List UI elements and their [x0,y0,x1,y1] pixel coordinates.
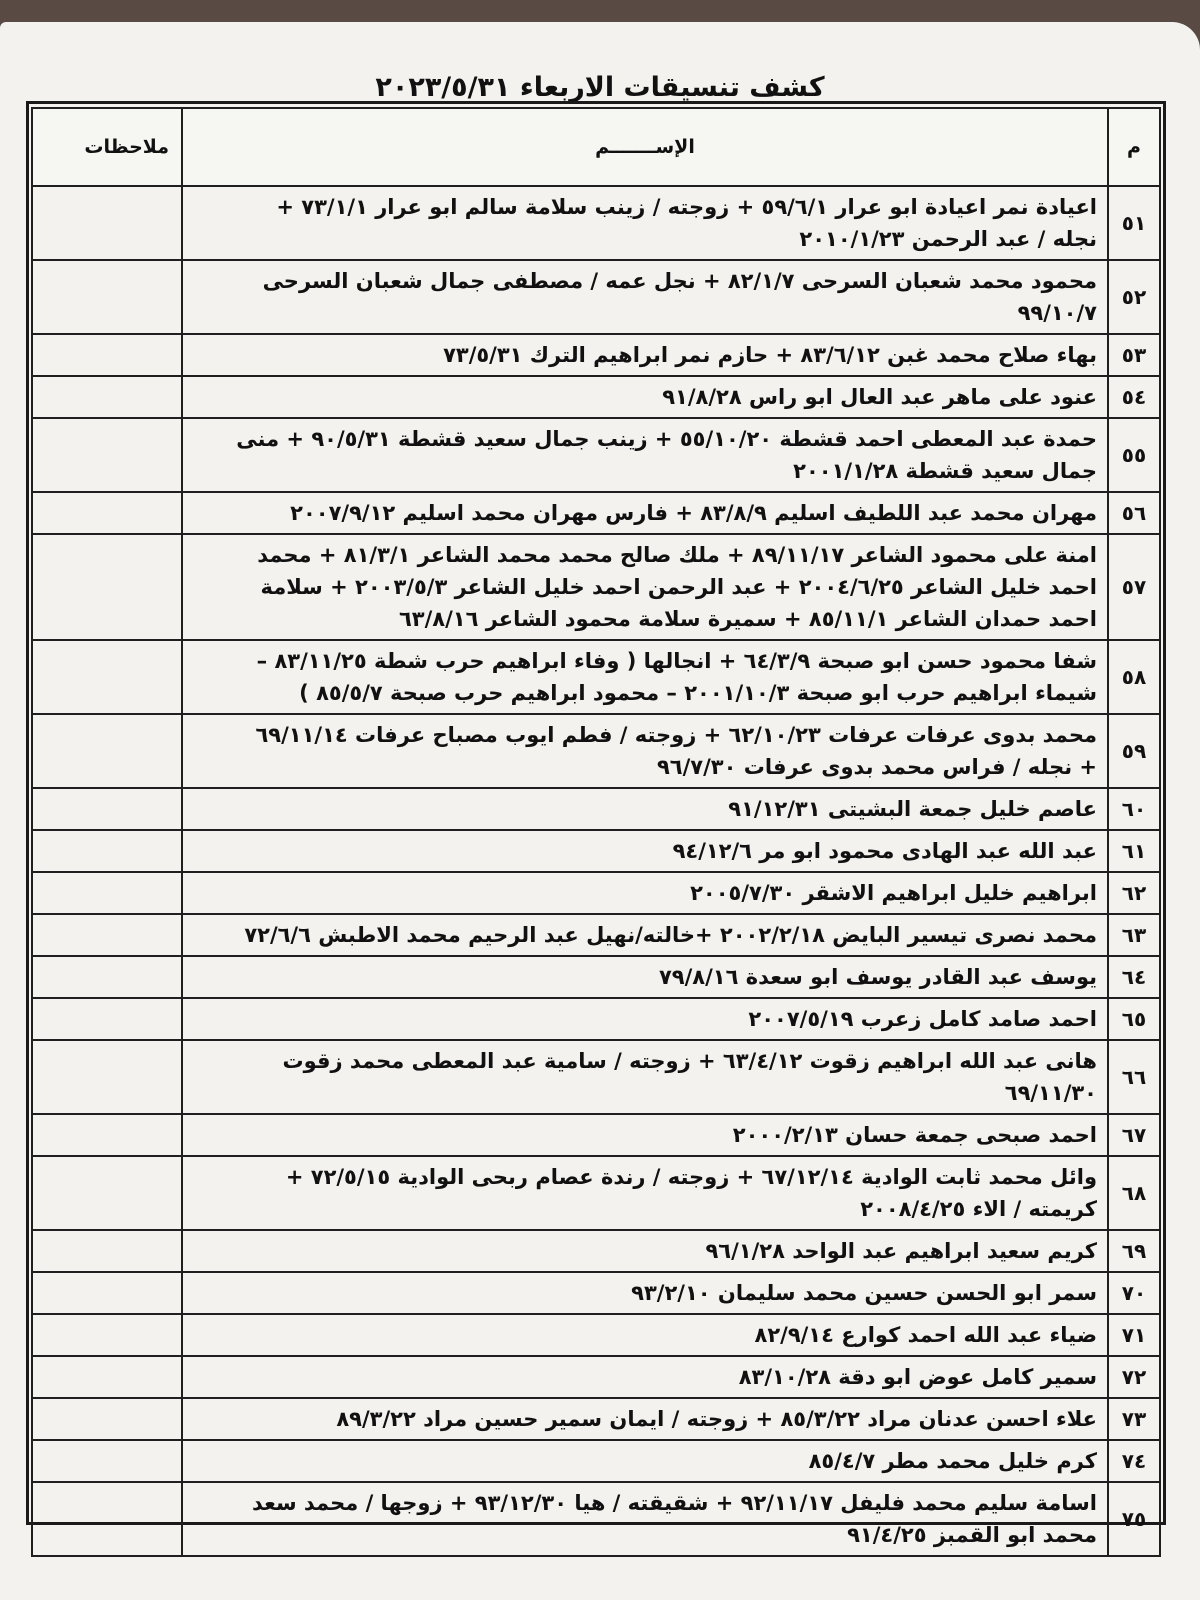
row-name-cell: امنة على محمود الشاعر ٨٩/١١/١٧ + ملك صالح محمد محمد الشاعر ٨١/٣/١ + محمد احمد خليل الشاعر ٢٠٠٤/٦/٢٥ + عبد الرحمن احمد خليل الشاعر ٢٠٠٣/٥/٣ + سلامة احمد حمدان الشاعر ٨٥/١١/١ + سميرة سلامة محمود الشاعر ٦٣/٨/١٦ [182,534,1108,640]
row-notes-cell [32,1398,182,1440]
row-number-cell: ٦٩ [1108,1230,1160,1272]
row-number-cell: ٧٠ [1108,1272,1160,1314]
row-name-cell: ضياء عبد الله احمد كوارع ٨٢/٩/١٤ [182,1314,1108,1356]
row-notes-cell [32,418,182,492]
row-name-cell: احمد صامد كامل زعرب ٢٠٠٧/٥/١٩ [182,998,1108,1040]
row-name-cell: محمد نصرى تيسير البايض ٢٠٠٢/٢/١٨ +خالته/نهيل عبد الرحيم محمد الاطبش ٧٢/٦/٦ [182,914,1108,956]
names-table [31,107,1161,1557]
row-name-cell: احمد صبحى جمعة حسان ٢٠٠٠/٢/١٣ [182,1114,1108,1156]
row-number-cell: ٧٥ [1108,1482,1160,1556]
table-row [32,376,1160,418]
row-number-cell: ٧١ [1108,1314,1160,1356]
row-number-cell: ٧٢ [1108,1356,1160,1398]
row-notes-cell [32,914,182,956]
table-row [32,956,1160,998]
row-name-cell: بهاء صلاح محمد غبن ٨٣/٦/١٢ + حازم نمر ابراهيم الترك ٧٣/٥/٣١ [182,334,1108,376]
row-number-cell: ٥٥ [1108,418,1160,492]
table-row [32,714,1160,788]
row-notes-cell [32,830,182,872]
row-name-cell: كرم خليل محمد مطر ٨٥/٤/٧ [182,1440,1108,1482]
row-number-cell: ٥٩ [1108,714,1160,788]
row-number-cell: ٧٣ [1108,1398,1160,1440]
row-notes-cell [32,788,182,830]
table-row [32,418,1160,492]
table-row [32,492,1160,534]
row-number-cell: ٥٦ [1108,492,1160,534]
table-row [32,1314,1160,1356]
table-row [32,872,1160,914]
row-number-cell: ٥٤ [1108,376,1160,418]
row-name-cell: وائل محمد ثابت الوادية ٦٧/١٢/١٤ + زوجته / رندة عصام ربحى الوادية ٧٢/٥/١٥ + كريمته / الاء ٢٠٠٨/٤/٢٥ [182,1156,1108,1230]
table-row [32,1272,1160,1314]
document-title: كشف تنسيقات الاربعاء ٢٠٢٣/٥/٣١ [375,72,825,103]
row-notes-cell [32,714,182,788]
row-notes-cell [32,1230,182,1272]
column-header-notes: ملاحظات [32,108,182,186]
row-notes-cell [32,376,182,418]
row-notes-cell [32,1314,182,1356]
row-notes-cell [32,492,182,534]
row-number-cell: ٦١ [1108,830,1160,872]
row-number-cell: ٥٣ [1108,334,1160,376]
table-row [32,1040,1160,1114]
row-name-cell: اعيادة نمر اعيادة ابو عرار ٥٩/٦/١ + زوجته / زينب سلامة سالم ابو عرار ٧٣/١/١ + نجله / عبد الرحمن ٢٠١٠/١/٢٣ [182,186,1108,260]
column-header-number: م [1108,108,1160,186]
row-name-cell: كريم سعيد ابراهيم عبد الواحد ٩٦/١/٢٨ [182,1230,1108,1272]
table-row [32,1398,1160,1440]
row-name-cell: يوسف عبد القادر يوسف ابو سعدة ٧٩/٨/١٦ [182,956,1108,998]
row-name-cell: هانى عبد الله ابراهيم زقوت ٦٣/٤/١٢ + زوجته / سامية عبد المعطى محمد زقوت ٦٩/١١/٣٠ [182,1040,1108,1114]
row-number-cell: ٥٢ [1108,260,1160,334]
row-name-cell: عبد الله عبد الهادى محمود ابو مر ٩٤/١٢/٦ [182,830,1108,872]
table-row [32,1114,1160,1156]
row-name-cell: سمير كامل عوض ابو دقة ٨٣/١٠/٢٨ [182,1356,1108,1398]
row-notes-cell [32,260,182,334]
row-name-cell: محمود محمد شعبان السرحى ٨٢/١/٧ + نجل عمه / مصطفى جمال شعبان السرحى ٩٩/١٠/٧ [182,260,1108,334]
table-row [32,260,1160,334]
row-name-cell: حمدة عبد المعطى احمد قشطة ٥٥/١٠/٢٠ + زينب جمال سعيد قشطة ٩٠/٥/٣١ + منى جمال سعيد قشطة ٢٠٠١/١/٢٨ [182,418,1108,492]
row-number-cell: ٥٧ [1108,534,1160,640]
row-notes-cell [32,640,182,714]
table-row [32,334,1160,376]
table-header-row [32,108,1160,186]
row-name-cell: مهران محمد عبد اللطيف اسليم ٨٣/٨/٩ + فارس مهران محمد اسليم ٢٠٠٧/٩/١٢ [182,492,1108,534]
row-name-cell: شفا محمود حسن ابو صبحة ٦٤/٣/٩ + انجالها ( وفاء ابراهيم حرب شطة ٨٣/١١/٢٥ – شيماء ابراهيم حرب ابو صبحة ٢٠٠١/١٠/٣ – محمود ابراهيم حرب صبحة ٨٥/٥/٧ ) [182,640,1108,714]
row-number-cell: ٦٥ [1108,998,1160,1040]
row-number-cell: ٦٢ [1108,872,1160,914]
row-name-cell: سمر ابو الحسن حسين محمد سليمان ٩٣/٢/١٠ [182,1272,1108,1314]
row-number-cell: ٦٨ [1108,1156,1160,1230]
table-row [32,186,1160,260]
row-name-cell: عاصم خليل جمعة البشيتى ٩١/١٢/٣١ [182,788,1108,830]
row-number-cell: ٦٧ [1108,1114,1160,1156]
row-notes-cell [32,872,182,914]
table-row [32,830,1160,872]
row-notes-cell [32,186,182,260]
row-notes-cell [32,956,182,998]
row-notes-cell [32,1040,182,1114]
row-notes-cell [32,534,182,640]
row-notes-cell [32,1356,182,1398]
row-notes-cell [32,1440,182,1482]
row-number-cell: ٦٠ [1108,788,1160,830]
table-row [32,640,1160,714]
table-row [32,788,1160,830]
row-number-cell: ٥١ [1108,186,1160,260]
column-header-name: الإســـــــم [182,108,1108,186]
row-notes-cell [32,1114,182,1156]
table-row [32,1230,1160,1272]
table-row [32,1156,1160,1230]
table-row [32,998,1160,1040]
table-row [32,914,1160,956]
row-notes-cell [32,1156,182,1230]
row-number-cell: ٦٣ [1108,914,1160,956]
row-name-cell: ابراهيم خليل ابراهيم الاشقر ٢٠٠٥/٧/٣٠ [182,872,1108,914]
row-name-cell: عنود على ماهر عبد العال ابو راس ٩١/٨/٢٨ [182,376,1108,418]
row-number-cell: ٦٤ [1108,956,1160,998]
row-notes-cell [32,1272,182,1314]
table-row [32,1482,1160,1556]
row-notes-cell [32,1482,182,1556]
row-name-cell: محمد بدوى عرفات عرفات ٦٢/١٠/٢٣ + زوجته / فطم ايوب مصباح عرفات ٦٩/١١/١٤ + نجله / فراس محمد بدوى عرفات ٩٦/٧/٣٠ [182,714,1108,788]
row-notes-cell [32,998,182,1040]
row-notes-cell [32,334,182,376]
row-number-cell: ٦٦ [1108,1040,1160,1114]
table-row [32,1356,1160,1398]
table-row [32,534,1160,640]
row-name-cell: علاء احسن عدنان مراد ٨٥/٣/٢٢ + زوجته / ايمان سمير حسين مراد ٨٩/٣/٢٢ [182,1398,1108,1440]
row-name-cell: اسامة سليم محمد فليفل ٩٢/١١/١٧ + شقيقته / هيا ٩٣/١٢/٣٠ + زوجها / محمد سعد محمد ابو القمبز ٩١/٤/٢٥ [182,1482,1108,1556]
row-number-cell: ٥٨ [1108,640,1160,714]
table-row [32,1440,1160,1482]
row-number-cell: ٧٤ [1108,1440,1160,1482]
